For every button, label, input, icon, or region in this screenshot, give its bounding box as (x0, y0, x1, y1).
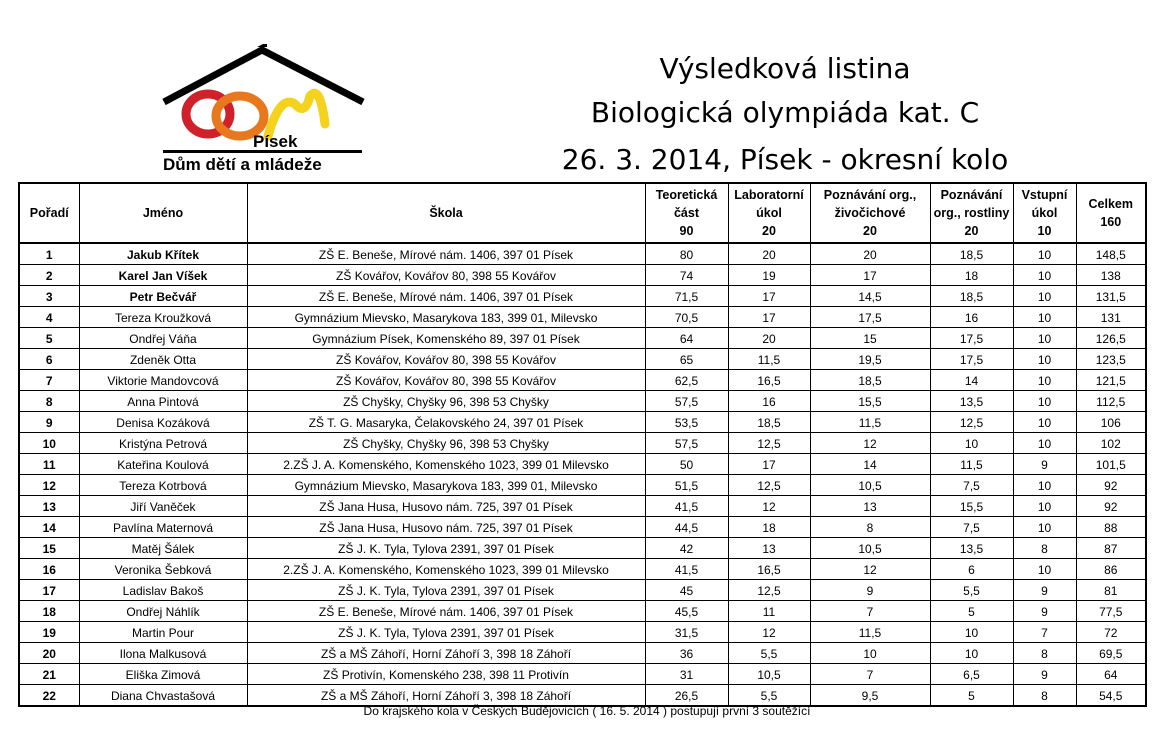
cell-c6: 54,5 (1076, 685, 1146, 707)
cell-rank: 6 (19, 349, 79, 370)
cell-rank: 1 (19, 243, 79, 265)
cell-c2: 12 (728, 622, 810, 643)
cell-c1: 65 (645, 349, 728, 370)
cell-c5: 10 (1013, 328, 1076, 349)
table-row (19, 454, 1146, 475)
cell-c1: 53,5 (645, 412, 728, 433)
cell-c1: 57,5 (645, 433, 728, 454)
cell-rank: 3 (19, 286, 79, 307)
cell-c5: 10 (1013, 307, 1076, 328)
cell-school: ZŠ E. Beneše, Mírové nám. 1406, 397 01 Písek (247, 243, 645, 265)
cell-rank: 20 (19, 643, 79, 664)
cell-school: 2.ZŠ J. A. Komenského, Komenského 1023, 399 01 Milevsko (247, 559, 645, 580)
cell-c2: 5,5 (728, 685, 810, 707)
results-table (18, 182, 1147, 707)
cell-c6: 87 (1076, 538, 1146, 559)
cell-school: Gymnázium Mievsko, Masarykova 183, 399 01, Milevsko (247, 475, 645, 496)
table-row (19, 580, 1146, 601)
table-row (19, 349, 1146, 370)
cell-c1: 71,5 (645, 286, 728, 307)
cell-c5: 10 (1013, 286, 1076, 307)
cell-name: Martin Pour (79, 622, 247, 643)
table-row (19, 517, 1146, 538)
cell-c1: 51,5 (645, 475, 728, 496)
cell-c2: 20 (728, 243, 810, 265)
cell-c6: 131,5 (1076, 286, 1146, 307)
cell-c3: 15,5 (810, 391, 930, 412)
cell-rank: 18 (19, 601, 79, 622)
header-rank: Pořadí (19, 183, 79, 243)
cell-rank: 7 (19, 370, 79, 391)
cell-c1: 57,5 (645, 391, 728, 412)
cell-c4: 13,5 (930, 538, 1013, 559)
cell-rank: 10 (19, 433, 79, 454)
cell-name: Denisa Kozáková (79, 412, 247, 433)
cell-name: Viktorie Mandovcová (79, 370, 247, 391)
cell-rank: 5 (19, 328, 79, 349)
table-row (19, 622, 1146, 643)
cell-c1: 64 (645, 328, 728, 349)
cell-school: ZŠ J. K. Tyla, Tylova 2391, 397 01 Písek (247, 622, 645, 643)
cell-c1: 41,5 (645, 496, 728, 517)
header-school: Škola (247, 183, 645, 243)
cell-rank: 8 (19, 391, 79, 412)
cell-c5: 10 (1013, 433, 1076, 454)
table-row (19, 243, 1146, 265)
cell-c2: 11 (728, 601, 810, 622)
cell-school: Gymnázium Mievsko, Masarykova 183, 399 01, Milevsko (247, 307, 645, 328)
cell-name: Jakub Křítek (79, 243, 247, 265)
cell-c4: 6 (930, 559, 1013, 580)
cell-c3: 18,5 (810, 370, 930, 391)
cell-c3: 12 (810, 433, 930, 454)
table-row (19, 643, 1146, 664)
logo (160, 44, 365, 179)
cell-c1: 44,5 (645, 517, 728, 538)
cell-c3: 7 (810, 664, 930, 685)
cell-c2: 16,5 (728, 370, 810, 391)
page-subtitle: Biologická olympiáda kat. C (590, 96, 980, 129)
cell-c6: 86 (1076, 559, 1146, 580)
cell-c2: 10,5 (728, 664, 810, 685)
table-row (19, 601, 1146, 622)
cell-c6: 88 (1076, 517, 1146, 538)
cell-c2: 18 (728, 517, 810, 538)
cell-school: ZŠ Chyšky, Chyšky 96, 398 53 Chyšky (247, 391, 645, 412)
cell-c4: 17,5 (930, 349, 1013, 370)
cell-school: Gymnázium Písek, Komenského 89, 397 01 Písek (247, 328, 645, 349)
cell-c6: 102 (1076, 433, 1146, 454)
logo-place: Písek (253, 132, 298, 151)
cell-c5: 9 (1013, 601, 1076, 622)
cell-name: Tereza Kotrbová (79, 475, 247, 496)
cell-c2: 11,5 (728, 349, 810, 370)
cell-c4: 5 (930, 685, 1013, 707)
table-row (19, 328, 1146, 349)
cell-c2: 18,5 (728, 412, 810, 433)
cell-c6: 131 (1076, 307, 1146, 328)
cell-rank: 4 (19, 307, 79, 328)
header-animals: Poznávání org., živočichové 20 (810, 183, 930, 243)
cell-c3: 11,5 (810, 622, 930, 643)
cell-c2: 17 (728, 454, 810, 475)
table-row (19, 370, 1146, 391)
cell-c2: 5,5 (728, 643, 810, 664)
cell-c4: 18,5 (930, 286, 1013, 307)
cell-name: Kristýna Petrová (79, 433, 247, 454)
cell-c3: 17 (810, 265, 930, 286)
cell-c5: 10 (1013, 243, 1076, 265)
cell-c3: 17,5 (810, 307, 930, 328)
cell-c6: 123,5 (1076, 349, 1146, 370)
cell-c5: 7 (1013, 622, 1076, 643)
cell-c3: 9,5 (810, 685, 930, 707)
cell-rank: 21 (19, 664, 79, 685)
cell-rank: 14 (19, 517, 79, 538)
cell-c5: 10 (1013, 475, 1076, 496)
cell-name: Jiří Vaněček (79, 496, 247, 517)
cell-c3: 14 (810, 454, 930, 475)
header-name: Jméno (79, 183, 247, 243)
cell-c5: 10 (1013, 265, 1076, 286)
cell-name: Matěj Šálek (79, 538, 247, 559)
cell-c5: 10 (1013, 559, 1076, 580)
table-row (19, 265, 1146, 286)
cell-c1: 31,5 (645, 622, 728, 643)
cell-c5: 8 (1013, 643, 1076, 664)
cell-c4: 16 (930, 307, 1013, 328)
cell-school: 2.ZŠ J. A. Komenského, Komenského 1023, 399 01 Milevsko (247, 454, 645, 475)
cell-name: Veronika Šebková (79, 559, 247, 580)
cell-c5: 9 (1013, 580, 1076, 601)
cell-school: ZŠ Kovářov, Kovářov 80, 398 55 Kovářov (247, 349, 645, 370)
header-plants: Poznávání org., rostliny 20 (930, 183, 1013, 243)
cell-school: ZŠ Kovářov, Kovářov 80, 398 55 Kovářov (247, 370, 645, 391)
cell-school: ZŠ E. Beneše, Mírové nám. 1406, 397 01 Písek (247, 286, 645, 307)
cell-rank: 22 (19, 685, 79, 707)
cell-c2: 16,5 (728, 559, 810, 580)
cell-c4: 17,5 (930, 328, 1013, 349)
cell-c4: 13,5 (930, 391, 1013, 412)
table-row (19, 475, 1146, 496)
cell-c4: 10 (930, 643, 1013, 664)
cell-c6: 72 (1076, 622, 1146, 643)
cell-c3: 10 (810, 643, 930, 664)
cell-c4: 7,5 (930, 517, 1013, 538)
table-row (19, 559, 1146, 580)
cell-c6: 81 (1076, 580, 1146, 601)
cell-school: ZŠ Kovářov, Kovářov 80, 398 55 Kovářov (247, 265, 645, 286)
cell-c1: 70,5 (645, 307, 728, 328)
cell-c1: 31 (645, 664, 728, 685)
cell-name: Kateřina Koulová (79, 454, 247, 475)
cell-c3: 7 (810, 601, 930, 622)
cell-rank: 19 (19, 622, 79, 643)
cell-c1: 50 (645, 454, 728, 475)
cell-c1: 62,5 (645, 370, 728, 391)
cell-c2: 17 (728, 307, 810, 328)
cell-c6: 101,5 (1076, 454, 1146, 475)
cell-school: ZŠ a MŠ Záhoří, Horní Záhoří 3, 398 18 Záhoří (247, 643, 645, 664)
cell-rank: 17 (19, 580, 79, 601)
cell-c2: 12,5 (728, 475, 810, 496)
cell-c4: 10 (930, 433, 1013, 454)
cell-c6: 112,5 (1076, 391, 1146, 412)
table-row (19, 538, 1146, 559)
cell-name: Tereza Kroužková (79, 307, 247, 328)
cell-c3: 10,5 (810, 475, 930, 496)
cell-c4: 7,5 (930, 475, 1013, 496)
cell-c6: 77,5 (1076, 601, 1146, 622)
cell-c6: 138 (1076, 265, 1146, 286)
cell-rank: 15 (19, 538, 79, 559)
cell-c2: 19 (728, 265, 810, 286)
cell-school: ZŠ Jana Husa, Husovo nám. 725, 397 01 Písek (247, 496, 645, 517)
table-row (19, 685, 1146, 707)
cell-c2: 20 (728, 328, 810, 349)
cell-c4: 12,5 (930, 412, 1013, 433)
cell-c2: 16 (728, 391, 810, 412)
cell-school: ZŠ J. K. Tyla, Tylova 2391, 397 01 Písek (247, 538, 645, 559)
table-row (19, 664, 1146, 685)
cell-name: Anna Pintová (79, 391, 247, 412)
cell-rank: 2 (19, 265, 79, 286)
cell-c4: 10 (930, 622, 1013, 643)
cell-c2: 12,5 (728, 433, 810, 454)
cell-c3: 9 (810, 580, 930, 601)
cell-name: Ondřej Náhlík (79, 601, 247, 622)
table-row (19, 286, 1146, 307)
table-row (19, 433, 1146, 454)
cell-name: Petr Bečvář (79, 286, 247, 307)
cell-c4: 14 (930, 370, 1013, 391)
cell-c1: 80 (645, 243, 728, 265)
cell-name: Ilona Malkusová (79, 643, 247, 664)
cell-c4: 18,5 (930, 243, 1013, 265)
cell-c4: 11,5 (930, 454, 1013, 475)
table-row (19, 496, 1146, 517)
cell-c5: 8 (1013, 685, 1076, 707)
cell-rank: 12 (19, 475, 79, 496)
cell-c3: 13 (810, 496, 930, 517)
table-row (19, 391, 1146, 412)
cell-c3: 15 (810, 328, 930, 349)
cell-c3: 20 (810, 243, 930, 265)
cell-c3: 19,5 (810, 349, 930, 370)
table-header-row (19, 183, 1146, 243)
cell-c4: 18 (930, 265, 1013, 286)
header-total: Celkem 160 (1076, 183, 1146, 243)
cell-c4: 5 (930, 601, 1013, 622)
cell-c5: 10 (1013, 349, 1076, 370)
cell-c5: 9 (1013, 454, 1076, 475)
cell-c3: 12 (810, 559, 930, 580)
cell-name: Ladislav Bakoš (79, 580, 247, 601)
cell-c5: 10 (1013, 412, 1076, 433)
page-title: Výsledková listina (659, 52, 911, 85)
cell-c3: 11,5 (810, 412, 930, 433)
cell-c6: 121,5 (1076, 370, 1146, 391)
cell-c3: 14,5 (810, 286, 930, 307)
cell-c5: 8 (1013, 538, 1076, 559)
cell-c2: 12 (728, 496, 810, 517)
cell-c1: 36 (645, 643, 728, 664)
table-row (19, 412, 1146, 433)
cell-c6: 92 (1076, 496, 1146, 517)
cell-c1: 26,5 (645, 685, 728, 707)
cell-rank: 9 (19, 412, 79, 433)
header-entry-task: Vstupní úkol 10 (1013, 183, 1076, 243)
cell-school: ZŠ J. K. Tyla, Tylova 2391, 397 01 Písek (247, 580, 645, 601)
cell-c5: 10 (1013, 517, 1076, 538)
cell-school: ZŠ E. Beneše, Mírové nám. 1406, 397 01 Písek (247, 601, 645, 622)
cell-c1: 45 (645, 580, 728, 601)
logo-org-name: Dům dětí a mládeže (163, 155, 322, 174)
cell-c6: 148,5 (1076, 243, 1146, 265)
cell-school: ZŠ Jana Husa, Husovo nám. 725, 397 01 Písek (247, 517, 645, 538)
cell-c4: 15,5 (930, 496, 1013, 517)
cell-c6: 64 (1076, 664, 1146, 685)
cell-name: Zdeněk Otta (79, 349, 247, 370)
cell-name: Ondřej Váňa (79, 328, 247, 349)
cell-school: ZŠ Protivín, Komenského 238, 398 11 Protivín (247, 664, 645, 685)
cell-name: Eliška Zimová (79, 664, 247, 685)
cell-c5: 9 (1013, 664, 1076, 685)
cell-name: Diana Chvastašová (79, 685, 247, 707)
table-row (19, 307, 1146, 328)
cell-rank: 16 (19, 559, 79, 580)
cell-school: ZŠ T. G. Masaryka, Čelakovského 24, 397 01 Písek (247, 412, 645, 433)
cell-name: Karel Jan Víšek (79, 265, 247, 286)
cell-c6: 92 (1076, 475, 1146, 496)
cell-c4: 5,5 (930, 580, 1013, 601)
cell-name: Pavlína Maternová (79, 517, 247, 538)
cell-c2: 17 (728, 286, 810, 307)
cell-c3: 10,5 (810, 538, 930, 559)
cell-rank: 11 (19, 454, 79, 475)
page-date-location: 26. 3. 2014, Písek - okresní kolo (561, 143, 1009, 176)
cell-c4: 6,5 (930, 664, 1013, 685)
cell-school: ZŠ a MŠ Záhoří, Horní Záhoří 3, 398 18 Záhoří (247, 685, 645, 707)
cell-c6: 126,5 (1076, 328, 1146, 349)
cell-c1: 74 (645, 265, 728, 286)
cell-rank: 13 (19, 496, 79, 517)
cell-c5: 10 (1013, 391, 1076, 412)
cell-c6: 69,5 (1076, 643, 1146, 664)
cell-c5: 10 (1013, 370, 1076, 391)
cell-c1: 41,5 (645, 559, 728, 580)
footer-note: Do krajského kola v Českých Budějovicích ( 16. 5. 2014 ) postupují první 3 soutěžící (363, 704, 811, 718)
cell-c2: 13 (728, 538, 810, 559)
cell-c6: 106 (1076, 412, 1146, 433)
cell-c5: 10 (1013, 496, 1076, 517)
cell-school: ZŠ Chyšky, Chyšky 96, 398 53 Chyšky (247, 433, 645, 454)
cell-c3: 8 (810, 517, 930, 538)
cell-c2: 12,5 (728, 580, 810, 601)
header-theory: Teoretická část 90 (645, 183, 728, 243)
cell-c1: 45,5 (645, 601, 728, 622)
header-lab: Laboratorní úkol 20 (728, 183, 810, 243)
cell-c1: 42 (645, 538, 728, 559)
